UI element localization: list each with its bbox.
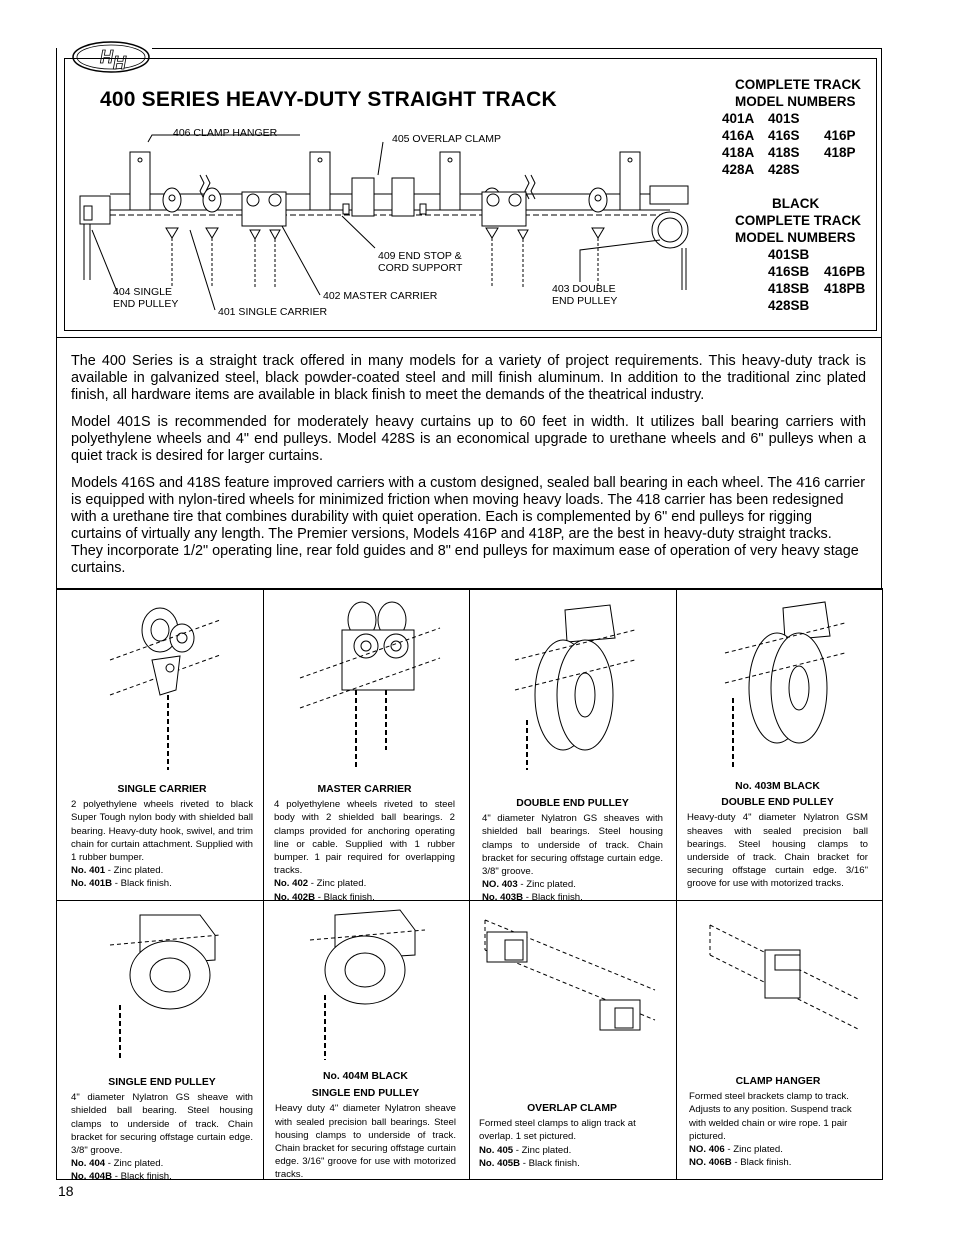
description [71, 353, 866, 587]
double-end-pulley-black-illustration [715, 598, 855, 773]
svg-text:H: H [113, 53, 126, 73]
description-paragraph: Models 416S and 418S feature improved carriers with a custom designed, sealed ball bearing in each wheel. The 416 carrier is equipped with nylon-tired wheels for minimized friction when moving heavy loads. The 418 carrier has been redesigned with a urethane tire that combines durability with quiet operation. Each is complemented by 6" end pulleys for rigging curtains of virtually any length. The Premier versions, Models 416P and 418P, are the best in heavy-duty straight tracks. They incorporate 1/2" operating line, rear fold guides and 8" end pulleys for maximum ease of operation of very heavy stage curtains. [71, 475, 866, 576]
overlap-clamp-illustration [475, 910, 670, 1060]
header-top-rule [152, 48, 882, 49]
single-carrier-illustration [90, 600, 240, 780]
black-track-heading: BLACK COMPLETE TRACK MODEL NUMBERS [735, 196, 861, 245]
callout-end-stop: 409 END STOP & CORD SUPPORT [378, 250, 463, 274]
master-carrier-illustration [290, 598, 450, 778]
product-clamp-hanger: CLAMP HANGER Formed steel brackets clamp to track. Adjusts to any position. Suspend track with welded chain or wire rope. 1 pair pictured. NO. 406 - Zinc plated. NO. 406B - Black finish. [689, 1076, 852, 1169]
black-track-models: 401SB 416SB 416PB 418SB 418PB 428SB [768, 247, 866, 313]
callout-single-end-pulley: 404 SINGLE END PULLEY [113, 286, 179, 310]
clamp-hanger-illustration [700, 910, 870, 1060]
complete-track-models: 401A 401S 416A 416S 416P 418A 418S 418P 428A 428S [722, 111, 856, 177]
product-single-carrier: SINGLE CARRIER 2 polyethylene wheels riveted to black Super Tough nylon body with shielded ball bearing. Heavy-duty hook, swivel, and trim chain for curtain attachment. Supplied with 1 rubber bumper. No. 401 - Zinc plated. No. 401B - Black finish. [71, 784, 253, 890]
callout-master-carrier: 402 MASTER CARRIER [323, 290, 438, 302]
product-master-carrier: MASTER CARRIER 4 polyethylene wheels riveted to steel body with 2 shielded ball bearings. 2 clamps provided for anchoring operating line or cable. Supplied with 1 rubber bumper. 1 pair required for overlapping tracks. No. 402 - Zinc plated. No. 402B - Black finish. [274, 784, 455, 903]
product-double-end-pulley: DOUBLE END PULLEY 4" diameter Nylatron GS sheaves with shielded ball bearings. Steel housing clamps to underside of track. Chain bracket for securing offstage curtain edge. 3/8" groove. NO. 403 - Zinc plated. No. 403B - Black finish. [482, 798, 663, 904]
callout-double-end-pulley: 403 DOUBLE END PULLEY [552, 283, 618, 307]
description-paragraph: Model 401S is recommended for moderately heavy curtains up to 60 feet in width. It utilizes ball bearing carriers with polyethylene wheels and 4" end pulleys. Model 428S is an economical upgrade to urethane wheels and 6" pulleys when a quiet track is desired for larger curtains. [71, 414, 866, 464]
description-paragraph: The 400 Series is a straight track offered in many models for a variety of project requirements. This heavy-duty track is available in galvanized steel, black powder-coated steel and mill finish aluminum. In addition to the traditional zinc plated finish, all hardware items are available in black finish to meet the demands of the theatrical industry. [71, 353, 866, 403]
svg-text:H: H [100, 47, 113, 67]
single-end-pulley-illustration [100, 905, 230, 1065]
product-double-end-pulley-black: No. 403M BLACK DOUBLE END PULLEY Heavy-duty 4" diameter Nylatron GSM sheaves with sealed precision ball bearings. Steel housing clamps to underside of track. Chain bracket for securing offstage curtain edge. 3/16" groove for use with motorized tracks. [687, 781, 868, 890]
product-single-end-pulley-black: No. 404M BLACK SINGLE END PULLEY Heavy duty 4" diameter Nylatron sheave with sealed precision ball bearings. Steel housing clamps to underside of track. Chain bracket for securing offstage curtain edge. 3/16" groove for use with motorized tracks. [275, 1071, 456, 1181]
callout-clamp-hanger: 406 CLAMP HANGER [173, 127, 278, 139]
page-title: 400 SERIES HEAVY-DUTY STRAIGHT TRACK [100, 88, 557, 111]
product-overlap-clamp: OVERLAP CLAMP Formed steel clamps to align track at overlap. 1 set pictured. No. 405 - Zinc plated. No. 405B - Black finish. [479, 1103, 636, 1169]
complete-track-heading: COMPLETE TRACK MODEL NUMBERS [735, 77, 861, 109]
callout-single-carrier: 401 SINGLE CARRIER [218, 306, 328, 318]
double-end-pulley-illustration [505, 600, 645, 780]
callout-overlap-clamp: 405 OVERLAP CLAMP [392, 133, 501, 145]
product-single-end-pulley: SINGLE END PULLEY 4" diameter Nylatron GS sheave with shielded ball bearing. Steel housing clamps to underside of track. Chain bracket for securing offstage curtain edge. 3/8" groove. No. 404 - Zinc plated. No. 404B - Black finish. [71, 1077, 253, 1183]
single-end-pulley-black-illustration [305, 905, 435, 1065]
page-number: 18 [58, 1183, 74, 1199]
